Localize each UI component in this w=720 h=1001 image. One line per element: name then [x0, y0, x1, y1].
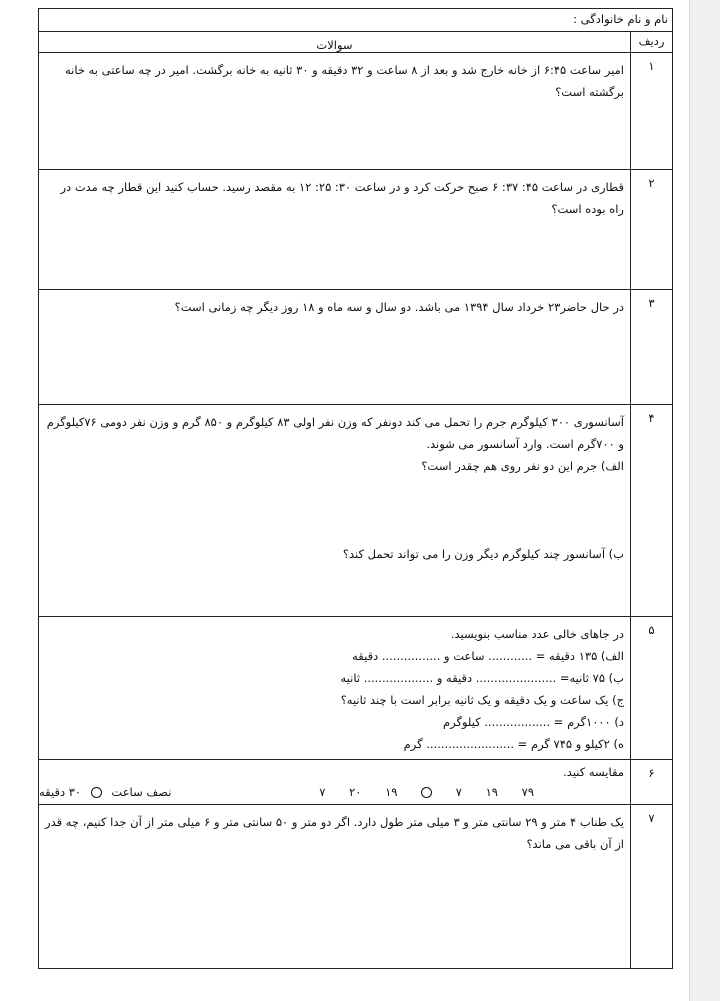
compare-value: ۷۹ [521, 785, 534, 799]
compare-circle-icon [421, 787, 432, 798]
row-number: ۷ [630, 805, 672, 968]
time-comparison [39, 782, 171, 802]
question-row-5 [39, 617, 672, 760]
compare-value: نصف ساعت [111, 785, 172, 799]
compare-value: ۷ [319, 785, 326, 799]
worksheet [38, 8, 673, 969]
question-text: در حال حاضر۲۳ خرداد سال ۱۳۹۴ می باشد. دو سال و سه ماه و ۱۸ روز دیگر چه زمانی است؟ [174, 300, 624, 314]
question-text: یک طناب ۴ متر و ۲۹ سانتی متر و ۳ میلی متر طول دارد. اگر دو متر و ۵۰ سانتی متر و ۶ میلی متر از آن جدا کنیم، چه قدر از آن باقی می ماند؟ [45, 815, 624, 851]
question-row-2 [39, 170, 672, 290]
compare-value: ۱۹ [385, 785, 398, 799]
question-row-1 [39, 53, 672, 170]
table-header [39, 32, 672, 53]
header-questions: سوالات [316, 38, 353, 52]
question-row-6 [39, 760, 672, 805]
compare-value: ۳۰ دقیقه [39, 785, 82, 799]
row-number: ۳ [630, 290, 672, 404]
header-row-number: ردیف [630, 32, 672, 52]
number-comparison [309, 782, 544, 802]
compare-circle-icon [91, 787, 102, 798]
question-text: مقایسه کنید. [563, 765, 624, 779]
sub-question-a: الف) ۱۳۵ دقیقه = ............ ساعت و ................ دقیقه [352, 649, 624, 663]
sub-question-b: ب) آسانسور چند کیلوگرم دیگر وزن را می تواند تحمل کند؟ [342, 547, 624, 561]
question-text: قطاری در ساعت ۴۵: ۳۷: ۶ صبح حرکت کرد و در ساعت ۳۰: ۲۵: ۱۲ به مقصد رسید. حساب کنید این قطار چه مدت در راه بوده است؟ [60, 180, 624, 216]
row-number: ۶ [630, 760, 672, 804]
question-text: امیر ساعت ۶:۴۵ از خانه خارج شد و بعد از ۸ ساعت و ۳۲ دقیقه و ۳۰ ثانیه به خانه برگشت. امیر در چه ساعتی به خانه برگشته است؟ [64, 63, 624, 99]
compare-value: ۱۹ [485, 785, 498, 799]
question-row-3 [39, 290, 672, 405]
row-number: ۱ [630, 53, 672, 169]
question-text: در جاهای خالی عدد مناسب بنویسید. [450, 627, 624, 641]
sub-question-d: د) ۱۰۰۰گرم = .................. کیلوگرم [443, 715, 624, 729]
sub-question-a: الف) جرم این دو نفر روی هم چقدر است؟ [421, 459, 624, 473]
row-number: ۵ [630, 617, 672, 759]
question-row-4 [39, 405, 672, 617]
page-edge [689, 0, 720, 1001]
question-row-7 [39, 805, 672, 968]
student-name-field: نام و نام خانوادگی : [39, 9, 672, 32]
compare-value: ۲۰ [349, 785, 362, 799]
sub-question-c: ج) یک ساعت و یک دقیقه و یک ثانیه برابر است با چند ثانیه؟ [340, 693, 624, 707]
sub-question-b: ب) ۷۵ ثانیه= ...................... دقیقه و ................... ثانیه [340, 671, 624, 685]
compare-value: ۷ [455, 785, 462, 799]
row-number: ۲ [630, 170, 672, 289]
question-text: آسانسوری ۳۰۰ کیلوگرم جرم را تحمل می کند دونفر که وزن نفر اولی ۸۳ کیلوگرم و ۸۵۰ گرم و وزن نفر دومی ۷۶کیلوگرم و ۷۰۰گرم است. وارد آسانسور می شوند. [46, 415, 624, 451]
row-number: ۴ [630, 405, 672, 616]
sub-question-e: ه) ۲کیلو و ۷۴۵ گرم = ........................ گرم [403, 737, 624, 751]
